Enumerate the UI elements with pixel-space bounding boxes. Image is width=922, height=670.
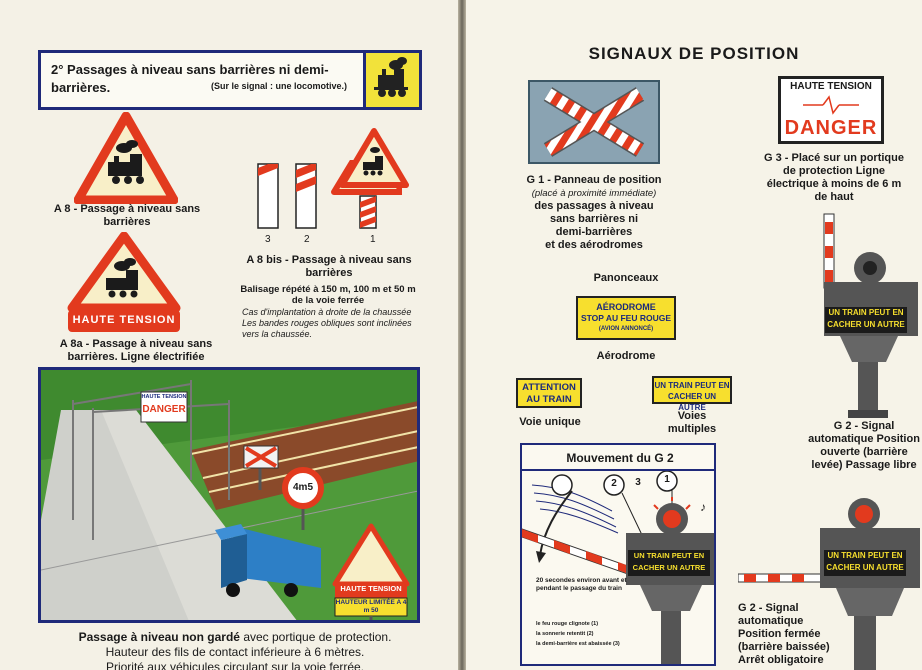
movement-diagram <box>520 443 716 666</box>
attention-plate: ATTENTION AU TRAIN <box>516 378 582 408</box>
section-title: 2° Passages à niveau sans barrières ni demi-barrières. <box>51 62 329 95</box>
svg-text:♪: ♪ <box>700 500 706 514</box>
scene-sign-plate: HAUTEUR LIMITÉE A 4 m 50 <box>335 599 407 614</box>
movement-item-1: le feu rouge clignote (1) <box>536 621 599 627</box>
post-number: 3 <box>265 234 271 245</box>
g3-caption: G 3 - Placé sur un portique de protection Ligne électrique à moins de 6 m de haut <box>764 152 904 203</box>
g2-open-caption: G 2 - Signal automatique Position ouverte (barrière levée) Passage libre <box>808 420 920 471</box>
post-number: 2 <box>304 234 310 245</box>
a8a-caption: A 8a - Passage à niveau sans barrières. Ligne électrifiée <box>59 338 213 363</box>
movement-note: 20 secondes environ avant et pendant le passage du train <box>536 577 627 592</box>
a8bis-note-italic-2: Les bandes rouges obliques sont inclinées vers la chaussée. <box>242 318 412 339</box>
movement-title: Mouvement du G 2 <box>566 451 674 465</box>
level-crossing-illustration <box>38 367 420 623</box>
a8-sign <box>74 112 178 204</box>
movement-item-2: la sonnerie retentit (2) <box>536 631 594 637</box>
a8bis-note-italic: Cas d'implantation à droite de la chaussée <box>242 307 412 317</box>
g3-panel-top: HAUTE TENSION <box>790 81 872 92</box>
g2-closed-caption: G 2 - Signal automatique Position fermée (barrière baissée) Arrêt obligatoire <box>738 602 830 666</box>
bottom-line-3: Priorité aux véhicules circulant sur la voie ferrée. <box>105 660 365 670</box>
left-page <box>0 0 458 670</box>
movement-plate: UN TRAIN PEUT EN CACHER UN AUTRE <box>628 550 710 576</box>
multi-track-caption: Voies multiples <box>667 410 717 435</box>
g1-panel <box>528 80 660 164</box>
multi-track-plate: UN TRAIN PEUT EN CACHER UN AUTRE <box>652 376 732 404</box>
a8a-sign <box>66 232 182 336</box>
right-page <box>466 0 922 670</box>
a8bis-note: Balisage répété à 150 m, 100 m et 50 m de la voie ferrée <box>240 284 416 306</box>
g3-panel <box>778 76 884 144</box>
g2-open-plate: UN TRAIN PEUT EN CACHER UN AUTRE <box>825 307 907 333</box>
section-subtitle: (Sur le signal : une locomotive.) <box>211 81 348 91</box>
page-title: SIGNAUX DE POSITION <box>588 44 800 63</box>
bottom-caption <box>40 630 430 670</box>
post-number: 1 <box>370 234 376 245</box>
scene-danger-text: DANGER <box>142 404 186 415</box>
book-gutter <box>458 0 466 670</box>
g1-caption: G 1 - Panneau de position (placé à proximité immédiate) des passages à niveau sans barrières ni demi-barrières et des aérodromes <box>526 174 662 251</box>
aerodrome-caption: Aérodrome <box>596 350 656 362</box>
scene-danger-top: HAUTE TENSION <box>141 394 187 400</box>
a8bis-triangle <box>339 128 409 188</box>
a8a-sign-text: HAUTE TENSION <box>72 314 176 326</box>
bottom-line-2: Hauteur des fils de contact inférieure à 6 mètres. <box>105 645 365 659</box>
height-limit-sign: 4m5 <box>292 482 313 493</box>
movement-number-1: 1 <box>664 474 670 485</box>
a8-caption: A 8 - Passage à niveau sans barrières <box>53 203 201 228</box>
g2-closed-plate: UN TRAIN PEUT EN CACHER UN AUTRE <box>824 550 906 576</box>
panonceaux-title: Panonceaux <box>593 272 659 284</box>
section-header <box>38 50 422 110</box>
movement-number-3: 3 <box>635 477 641 488</box>
movement-item-3: la demi-barrière est abaissée (3) <box>536 641 620 647</box>
scene-sign-text: HAUTE TENSION <box>340 584 402 593</box>
a8bis-caption: A 8 bis - Passage à niveau sans barrières <box>246 254 412 279</box>
bottom-line-1: Passage à niveau non gardé avec portique de protection. <box>78 630 392 644</box>
locomotive-icon <box>363 53 419 107</box>
movement-number-2: 2 <box>611 478 617 489</box>
aerodrome-plate: AÉRODROME STOP AU FEU ROUGE (AVION ANNONCÉ) <box>576 296 676 340</box>
attention-caption: Voie unique <box>519 416 581 428</box>
g3-panel-danger: DANGER <box>784 117 878 139</box>
